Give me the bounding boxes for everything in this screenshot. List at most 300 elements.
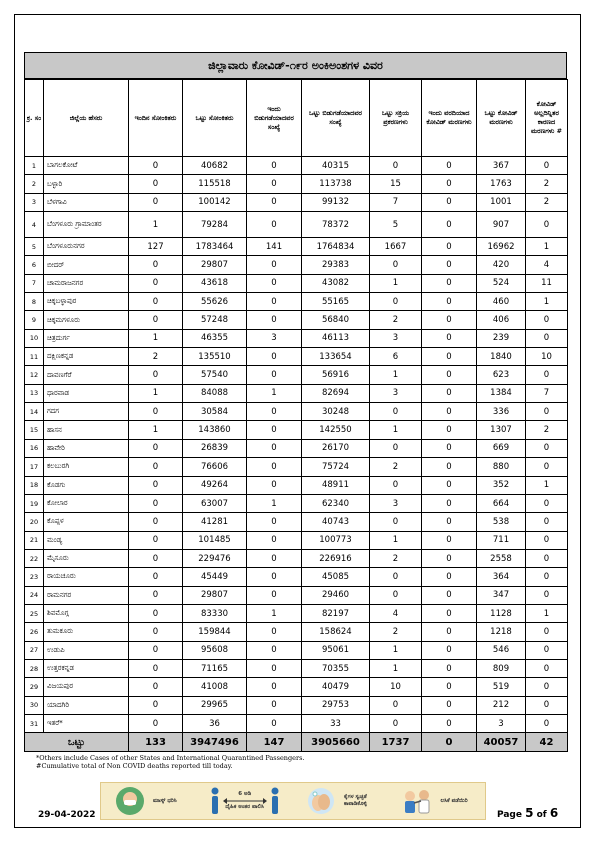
- cell-today-deaths: 0: [422, 678, 477, 696]
- cell-active-cases: 15: [370, 175, 422, 193]
- cell-active-cases: 6: [370, 348, 422, 366]
- cell-active-cases: 0: [370, 568, 422, 586]
- mask-person-icon: [115, 786, 145, 816]
- header-serial: ಕ್ರ. ಸಂ: [25, 80, 44, 157]
- cell-total-deaths: 336: [477, 403, 526, 421]
- district-covid-table: [24, 79, 568, 752]
- total-non-covid-deaths: 42: [526, 733, 568, 752]
- total-today-positive: 133: [129, 733, 183, 752]
- cell-today-discharged: 0: [247, 293, 302, 311]
- table-row: [25, 586, 568, 604]
- table-row: [25, 641, 568, 659]
- cell-active-cases: 0: [370, 586, 422, 604]
- cell-total-positive: 30584: [183, 403, 247, 421]
- cell-non-covid-deaths: 0: [526, 586, 568, 604]
- cell-today-deaths: 0: [422, 311, 477, 329]
- cell-today-positive: 0: [129, 193, 183, 211]
- cell-total-positive: 36: [183, 714, 247, 732]
- table-row: [25, 714, 568, 732]
- cell-total-positive: 143860: [183, 421, 247, 439]
- cell-district: ಉತ್ತರಕನ್ನಡ: [44, 659, 129, 677]
- cell-total-discharged: 133654: [302, 348, 370, 366]
- cell-non-covid-deaths: 0: [526, 714, 568, 732]
- cell-total-deaths: 546: [477, 641, 526, 659]
- cell-non-covid-deaths: 2: [526, 193, 568, 211]
- report-title: ಜಿಲ್ಲಾವಾರು ಕೋವಿಡ್-೧೯ರ ಅಂಕಿಅಂಶಗಳ ವಿವರ: [24, 52, 567, 79]
- cell-district: ರಾಯಚೂರು: [44, 568, 129, 586]
- cell-active-cases: 4: [370, 604, 422, 622]
- cell-total-positive: 1783464: [183, 238, 247, 256]
- cell-serial: 19: [25, 494, 44, 512]
- cell-non-covid-deaths: 10: [526, 348, 568, 366]
- cell-total-positive: 95608: [183, 641, 247, 659]
- cell-today-positive: 0: [129, 623, 183, 641]
- cell-total-discharged: 40315: [302, 157, 370, 175]
- cell-today-deaths: 0: [422, 586, 477, 604]
- cell-active-cases: 5: [370, 212, 422, 238]
- cell-total-discharged: 48911: [302, 476, 370, 494]
- cell-today-deaths: 0: [422, 623, 477, 641]
- cell-non-covid-deaths: 0: [526, 494, 568, 512]
- cell-active-cases: 0: [370, 513, 422, 531]
- table-header-row: [25, 80, 568, 157]
- cell-total-deaths: 1307: [477, 421, 526, 439]
- table-row: [25, 293, 568, 311]
- cell-total-discharged: 70355: [302, 659, 370, 677]
- cell-total-deaths: 1001: [477, 193, 526, 211]
- cell-active-cases: 3: [370, 494, 422, 512]
- cell-non-covid-deaths: 0: [526, 531, 568, 549]
- cell-non-covid-deaths: 1: [526, 604, 568, 622]
- cell-today-positive: 0: [129, 604, 183, 622]
- header-active-cases: ಒಟ್ಟು ಸಕ್ರಿಯ ಪ್ರಕರಣಗಳು: [370, 80, 422, 157]
- cell-today-positive: 2: [129, 348, 183, 366]
- cell-active-cases: 0: [370, 696, 422, 714]
- cell-total-discharged: 40743: [302, 513, 370, 531]
- cell-total-positive: 101485: [183, 531, 247, 549]
- table-row: [25, 531, 568, 549]
- header-total-discharged: ಒಟ್ಟು ಬಿಡುಗಡೆಯಾದವರ ಸಂಖ್ಯೆ: [302, 80, 370, 157]
- cell-today-discharged: 0: [247, 256, 302, 274]
- table-row: [25, 384, 568, 402]
- table-row: [25, 494, 568, 512]
- table-row: [25, 175, 568, 193]
- cell-today-deaths: 0: [422, 175, 477, 193]
- table-row: [25, 513, 568, 531]
- table-row: [25, 366, 568, 384]
- cell-active-cases: 0: [370, 256, 422, 274]
- cell-total-discharged: 55165: [302, 293, 370, 311]
- cell-district: ಚಾಮರಾಜನಗರ: [44, 274, 129, 292]
- table-row: [25, 439, 568, 457]
- cell-district: ಹಾಸನ: [44, 421, 129, 439]
- cell-total-positive: 57248: [183, 311, 247, 329]
- cell-serial: 25: [25, 604, 44, 622]
- cell-serial: 11: [25, 348, 44, 366]
- cell-total-deaths: 907: [477, 212, 526, 238]
- table-row: [25, 476, 568, 494]
- cell-total-discharged: 100773: [302, 531, 370, 549]
- cell-today-discharged: 141: [247, 238, 302, 256]
- cell-district: ಚಿಕ್ಕಬಳ್ಳಾಪುರ: [44, 293, 129, 311]
- header-non-covid-deaths: ಕೋವಿಡ್ ಅಲ್ಲದಿನ್ನಿತರ ಕಾರಣದ ಮರಣಗಳು #: [526, 80, 568, 157]
- cell-today-discharged: 1: [247, 494, 302, 512]
- cell-today-deaths: 0: [422, 256, 477, 274]
- cell-non-covid-deaths: 0: [526, 366, 568, 384]
- cell-total-deaths: 1763: [477, 175, 526, 193]
- cell-active-cases: 3: [370, 329, 422, 347]
- cell-district: ಬೆಂಗಳೂರುನಗರ: [44, 238, 129, 256]
- header-today-positive: ಇಂದಿನ ಸೋಂಕಿತರು: [129, 80, 183, 157]
- cell-total-deaths: 212: [477, 696, 526, 714]
- cell-non-covid-deaths: 0: [526, 513, 568, 531]
- header-total-positive: ಒಟ್ಟು ಸೋಂಕಿತರು: [183, 80, 247, 157]
- page-total: 6: [549, 806, 559, 820]
- cell-total-positive: 135510: [183, 348, 247, 366]
- table-row: [25, 568, 568, 586]
- total-deaths: 40057: [477, 733, 526, 752]
- cell-today-deaths: 0: [422, 157, 477, 175]
- cell-today-discharged: 0: [247, 568, 302, 586]
- cell-today-discharged: 0: [247, 175, 302, 193]
- cell-total-discharged: 56840: [302, 311, 370, 329]
- cell-today-positive: 0: [129, 586, 183, 604]
- cell-non-covid-deaths: 0: [526, 549, 568, 567]
- banner-mask-text: ಮಾಸ್ಕ್ ಧರಿಸಿ: [153, 797, 177, 804]
- table-row: [25, 458, 568, 476]
- cell-total-discharged: 99132: [302, 193, 370, 211]
- cell-today-discharged: 0: [247, 274, 302, 292]
- cell-active-cases: 1: [370, 531, 422, 549]
- cell-total-positive: 29807: [183, 256, 247, 274]
- cell-total-discharged: 40479: [302, 678, 370, 696]
- cell-today-deaths: 0: [422, 348, 477, 366]
- cell-serial: 17: [25, 458, 44, 476]
- cell-today-discharged: 0: [247, 366, 302, 384]
- cell-today-deaths: 0: [422, 513, 477, 531]
- table-row: [25, 212, 568, 238]
- cell-non-covid-deaths: 0: [526, 458, 568, 476]
- cell-today-discharged: 0: [247, 678, 302, 696]
- cell-non-covid-deaths: 1: [526, 293, 568, 311]
- cell-non-covid-deaths: 0: [526, 568, 568, 586]
- cell-serial: 3: [25, 193, 44, 211]
- cell-non-covid-deaths: 0: [526, 696, 568, 714]
- cell-today-deaths: 0: [422, 403, 477, 421]
- table-row: [25, 256, 568, 274]
- cell-total-positive: 100142: [183, 193, 247, 211]
- cell-today-deaths: 0: [422, 458, 477, 476]
- cell-total-deaths: 1840: [477, 348, 526, 366]
- cell-active-cases: 7: [370, 193, 422, 211]
- cell-total-deaths: 239: [477, 329, 526, 347]
- page-number: [497, 806, 558, 820]
- table-row: [25, 274, 568, 292]
- cell-total-deaths: 711: [477, 531, 526, 549]
- cell-today-deaths: 0: [422, 329, 477, 347]
- cell-total-deaths: 664: [477, 494, 526, 512]
- table-row: [25, 678, 568, 696]
- cell-today-positive: 0: [129, 403, 183, 421]
- cell-district: ಗದಗ: [44, 403, 129, 421]
- header-total-deaths: ಒಟ್ಟು ಕೋವಿಡ್ ಮರಣಗಳು: [477, 80, 526, 157]
- cell-today-discharged: 0: [247, 641, 302, 659]
- cell-today-discharged: 0: [247, 659, 302, 677]
- cell-serial: 7: [25, 274, 44, 292]
- cell-total-positive: 159844: [183, 623, 247, 641]
- cell-total-positive: 41281: [183, 513, 247, 531]
- cell-district: ಬೆಳಗಾವಿ: [44, 193, 129, 211]
- hand-wash-icon: [307, 787, 335, 815]
- cell-total-discharged: 26170: [302, 439, 370, 457]
- cell-total-deaths: 809: [477, 659, 526, 677]
- cell-total-discharged: 33: [302, 714, 370, 732]
- cell-today-positive: 1: [129, 329, 183, 347]
- cell-active-cases: 1: [370, 274, 422, 292]
- cell-serial: 30: [25, 696, 44, 714]
- cell-today-positive: 0: [129, 175, 183, 193]
- table-row: [25, 549, 568, 567]
- cell-non-covid-deaths: 0: [526, 212, 568, 238]
- footnote-non-covid: #Cumulative total of Non COVID deaths reported till today.: [36, 762, 233, 770]
- cell-total-deaths: 406: [477, 311, 526, 329]
- cell-active-cases: 0: [370, 439, 422, 457]
- cell-district: ಮೈಸೂರು: [44, 549, 129, 567]
- cell-today-positive: 0: [129, 458, 183, 476]
- cell-total-discharged: 158624: [302, 623, 370, 641]
- cell-today-discharged: 3: [247, 329, 302, 347]
- cell-today-positive: 0: [129, 641, 183, 659]
- cell-total-deaths: 1384: [477, 384, 526, 402]
- cell-today-discharged: 0: [247, 421, 302, 439]
- cell-today-discharged: 0: [247, 311, 302, 329]
- cell-active-cases: 0: [370, 476, 422, 494]
- cell-district: ತುಮಕೂರು: [44, 623, 129, 641]
- cell-today-positive: 0: [129, 494, 183, 512]
- cell-district: ಇತರೆ*: [44, 714, 129, 732]
- cell-today-discharged: 1: [247, 604, 302, 622]
- cell-active-cases: 2: [370, 549, 422, 567]
- cell-today-deaths: 0: [422, 439, 477, 457]
- cell-total-discharged: 226916: [302, 549, 370, 567]
- table-row: [25, 403, 568, 421]
- total-positive: 3947496: [183, 733, 247, 752]
- cell-total-positive: 41008: [183, 678, 247, 696]
- cell-district: ಚಿತ್ರದುರ್ಗ: [44, 329, 129, 347]
- cell-today-deaths: 0: [422, 384, 477, 402]
- cell-serial: 26: [25, 623, 44, 641]
- cell-today-discharged: 0: [247, 157, 302, 175]
- cell-non-covid-deaths: 2: [526, 421, 568, 439]
- cell-total-positive: 79284: [183, 212, 247, 238]
- cell-total-positive: 229476: [183, 549, 247, 567]
- cell-today-discharged: 1: [247, 384, 302, 402]
- cell-total-positive: 76606: [183, 458, 247, 476]
- cell-today-deaths: 0: [422, 274, 477, 292]
- cell-serial: 23: [25, 568, 44, 586]
- cell-today-positive: 0: [129, 696, 183, 714]
- table-row: [25, 311, 568, 329]
- cell-serial: 20: [25, 513, 44, 531]
- cell-active-cases: 1: [370, 641, 422, 659]
- cell-serial: 27: [25, 641, 44, 659]
- cell-active-cases: 1: [370, 659, 422, 677]
- cell-total-positive: 63007: [183, 494, 247, 512]
- cell-today-discharged: 0: [247, 403, 302, 421]
- cell-today-discharged: 0: [247, 458, 302, 476]
- cell-active-cases: 0: [370, 293, 422, 311]
- cell-total-discharged: 78372: [302, 212, 370, 238]
- cell-total-deaths: 2558: [477, 549, 526, 567]
- person-icon: [210, 787, 220, 815]
- cell-non-covid-deaths: 0: [526, 157, 568, 175]
- cell-total-discharged: 75724: [302, 458, 370, 476]
- cell-district: ಯಾದಗಿರಿ: [44, 696, 129, 714]
- cell-district: ಹಾವೇರಿ: [44, 439, 129, 457]
- cell-total-discharged: 1764834: [302, 238, 370, 256]
- cell-serial: 14: [25, 403, 44, 421]
- cell-total-discharged: 29383: [302, 256, 370, 274]
- cell-non-covid-deaths: 7: [526, 384, 568, 402]
- cell-today-positive: 0: [129, 157, 183, 175]
- cell-today-deaths: 0: [422, 494, 477, 512]
- cell-serial: 16: [25, 439, 44, 457]
- cell-non-covid-deaths: 0: [526, 329, 568, 347]
- cell-today-positive: 0: [129, 293, 183, 311]
- cell-active-cases: 2: [370, 458, 422, 476]
- cell-today-positive: 127: [129, 238, 183, 256]
- cell-serial: 24: [25, 586, 44, 604]
- cell-today-deaths: 0: [422, 238, 477, 256]
- header-district: ಜಿಲ್ಲೆಯ ಹೆಸರು: [44, 80, 129, 157]
- cell-active-cases: 10: [370, 678, 422, 696]
- cell-district: ಕಲಬುರಗಿ: [44, 458, 129, 476]
- header-today-discharged: ಇಂದು ಬಿಡುಗಡೆಯಾದವರ ಸಂಖ್ಯೆ: [247, 80, 302, 157]
- cell-total-deaths: 364: [477, 568, 526, 586]
- cell-total-positive: 83330: [183, 604, 247, 622]
- cell-today-discharged: 0: [247, 348, 302, 366]
- cell-serial: 8: [25, 293, 44, 311]
- table-row: [25, 659, 568, 677]
- cell-today-deaths: 0: [422, 604, 477, 622]
- cell-non-covid-deaths: 1: [526, 476, 568, 494]
- cell-today-deaths: 0: [422, 421, 477, 439]
- cell-serial: 2: [25, 175, 44, 193]
- cell-total-discharged: 82197: [302, 604, 370, 622]
- cell-total-positive: 40682: [183, 157, 247, 175]
- cell-total-discharged: 56916: [302, 366, 370, 384]
- cell-total-positive: 71165: [183, 659, 247, 677]
- cell-today-deaths: 0: [422, 659, 477, 677]
- banner-vaccine-text: ಲಸಿಕೆ ಪಡೆಯಿರಿ: [440, 797, 468, 804]
- cell-total-deaths: 880: [477, 458, 526, 476]
- total-active: 1737: [370, 733, 422, 752]
- cell-non-covid-deaths: 1: [526, 238, 568, 256]
- cell-today-positive: 0: [129, 568, 183, 586]
- cell-total-deaths: 1218: [477, 623, 526, 641]
- covid-awareness-banner: [100, 782, 486, 820]
- cell-today-discharged: 0: [247, 513, 302, 531]
- cell-serial: 6: [25, 256, 44, 274]
- cell-total-discharged: 45085: [302, 568, 370, 586]
- cell-total-positive: 55626: [183, 293, 247, 311]
- cell-today-deaths: 0: [422, 476, 477, 494]
- cell-serial: 18: [25, 476, 44, 494]
- cell-today-positive: 0: [129, 366, 183, 384]
- cell-total-positive: 84088: [183, 384, 247, 402]
- cell-total-deaths: 519: [477, 678, 526, 696]
- cell-today-deaths: 0: [422, 696, 477, 714]
- cell-today-positive: 0: [129, 549, 183, 567]
- table-row: [25, 348, 568, 366]
- cell-total-positive: 26839: [183, 439, 247, 457]
- cell-active-cases: 1: [370, 421, 422, 439]
- banner-mask: [115, 786, 182, 816]
- cell-active-cases: 2: [370, 623, 422, 641]
- cell-non-covid-deaths: 4: [526, 256, 568, 274]
- banner-distance-label: 6 ಅಡಿ: [238, 791, 252, 797]
- cell-total-discharged: 43082: [302, 274, 370, 292]
- page-prefix: Page: [497, 810, 526, 820]
- cell-today-positive: 1: [129, 212, 183, 238]
- cell-non-covid-deaths: 0: [526, 659, 568, 677]
- cell-serial: 31: [25, 714, 44, 732]
- cell-serial: 4: [25, 212, 44, 238]
- cell-active-cases: 0: [370, 157, 422, 175]
- cell-total-deaths: 524: [477, 274, 526, 292]
- cell-total-deaths: 1128: [477, 604, 526, 622]
- cell-total-discharged: 46113: [302, 329, 370, 347]
- total-today-deaths: 0: [422, 733, 477, 752]
- cell-total-deaths: 669: [477, 439, 526, 457]
- header-today-deaths: ಇಂದು ವರದಿಯಾದ ಕೋವಿಡ್ ಮರಣಗಳು: [422, 80, 477, 157]
- cell-district: ಉಡುಪಿ: [44, 641, 129, 659]
- cell-total-positive: 115518: [183, 175, 247, 193]
- total-label: ಒಟ್ಟು: [25, 733, 129, 752]
- cell-today-positive: 1: [129, 421, 183, 439]
- cell-district: ಚಿಕ್ಕಮಗಳೂರು: [44, 311, 129, 329]
- cell-today-deaths: 0: [422, 366, 477, 384]
- cell-today-deaths: 0: [422, 714, 477, 732]
- total-today-discharged: 147: [247, 733, 302, 752]
- table-row: [25, 604, 568, 622]
- cell-today-positive: 0: [129, 714, 183, 732]
- cell-today-deaths: 0: [422, 193, 477, 211]
- cell-serial: 13: [25, 384, 44, 402]
- cell-district: ಶಿವಮೊಗ್ಗ: [44, 604, 129, 622]
- cell-today-discharged: 0: [247, 476, 302, 494]
- cell-today-positive: 0: [129, 439, 183, 457]
- cell-serial: 5: [25, 238, 44, 256]
- cell-today-deaths: 0: [422, 641, 477, 659]
- table-row: [25, 157, 568, 175]
- cell-total-positive: 43618: [183, 274, 247, 292]
- person-icon: [270, 787, 280, 815]
- cell-today-deaths: 0: [422, 212, 477, 238]
- cell-serial: 1: [25, 157, 44, 175]
- cell-today-discharged: 0: [247, 623, 302, 641]
- cell-today-positive: 0: [129, 678, 183, 696]
- cell-total-discharged: 30248: [302, 403, 370, 421]
- cell-district: ದಕ್ಷಿಣಕನ್ನಡ: [44, 348, 129, 366]
- cell-active-cases: 2: [370, 311, 422, 329]
- cell-total-deaths: 420: [477, 256, 526, 274]
- cell-district: ಬೆಂಗಳೂರು ಗ್ರಾಮಾಂತರ: [44, 212, 129, 238]
- cell-total-positive: 45449: [183, 568, 247, 586]
- cell-today-deaths: 0: [422, 293, 477, 311]
- cell-total-deaths: 538: [477, 513, 526, 531]
- cell-total-discharged: 95061: [302, 641, 370, 659]
